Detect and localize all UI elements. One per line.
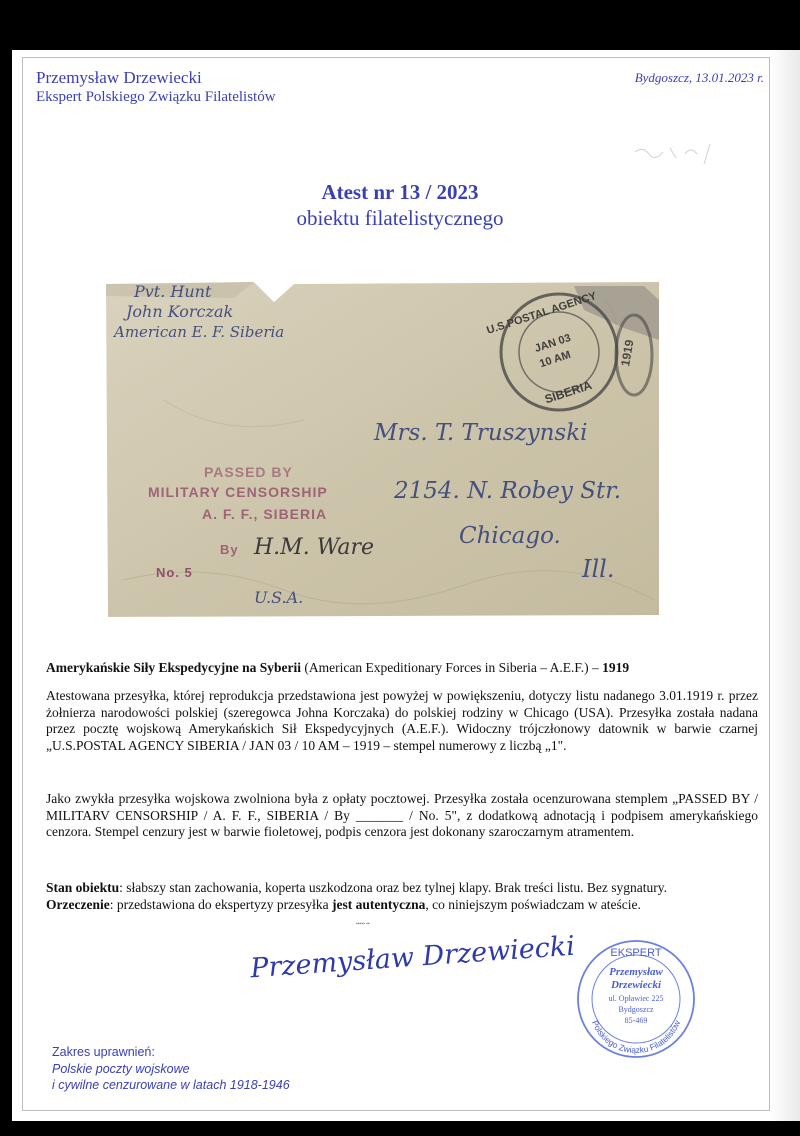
tiny-print-mark: ▪▪▪▪▪ ▪▪	[356, 922, 370, 927]
certificate-subtitle: obiektu filatelistycznego	[296, 206, 504, 230]
seal-top: EKSPERT	[610, 947, 662, 959]
object-condition: Stan obiektu: słabszy stan zachowania, koperta uszkodzona oraz bez tylnej klapy. Brak treści listu. Bez sygnatury.	[46, 880, 667, 895]
address-line-1: Mrs. T. Truszynski	[374, 420, 588, 446]
sender-line-3: American E. F. Siberia	[114, 323, 285, 341]
svg-text:Przemysław: Przemysław	[609, 966, 663, 978]
postmark-year: 1919	[618, 338, 637, 368]
envelope-bottom-note: U.S.A.	[254, 588, 304, 607]
description-paragraph-1: Atestowana przesyłka, której reprodukcja przedstawiona jest powyżej w powiększeniu, dotyczy listu nadanego 3.01.1919 r. przez żołnierza narodowości polskiej (szeregowca Johna Korczaka) do polskiej rodziny w Chicago (USA). Przesyłka została nadana przez pocztę wojskową Amerykańskich Sił Ekspedycyjnych (A.E.F.). Widoczny trójczłonowy datownik w barwie czarnej „U.S.POSTAL AGENCY SIBERIA / JAN 03 / 10 AM – 1919 – stempel numerowy z liczbą „1".	[46, 688, 758, 753]
description-paragraph-2: Jako zwykła przesyłka wojskowa zwolniona była z opłaty pocztowej. Przesyłka została ocenzurowana stemplem „PASSED BY / MILITARV CENSORSHIP / A. F. F., SIBERIA / By _______ / No. 5", z dodatkową adnotacją i podpisem amerykańskiego cenzora. Stempel cenzury jest w barwie fioletowej, podpis cenzora jest dokonany szaroczarnym atramentem.	[46, 791, 758, 839]
verdict: Orzeczenie: przedstawiona do ekspertyzy przesyłka jest autentyczna, co niniejszym poświadczam w ateście.	[46, 897, 641, 912]
authorization-scope: Zakres uprawnień: Polskie poczty wojskowe i cywilne cenzurowane w latach 1918-1946	[52, 1045, 290, 1092]
expert-signature: Przemysław Drzewiecki	[249, 930, 576, 985]
sender-line-1: Pvt. Hunt	[134, 282, 212, 301]
svg-text:ul. Opławiec 225: ul. Opławiec 225	[608, 994, 664, 1003]
svg-text:85-469: 85-469	[624, 1016, 648, 1025]
postmark: U.S.POSTAL AGENCY JAN 03 10 AM SIBERIA	[485, 290, 599, 407]
censor-number: No. 5	[156, 565, 193, 580]
section-heading: Amerykańskie Siły Ekspedycyjne na Syberii (American Expeditionary Forces in Siberia – A.E.F.) – 1919	[46, 660, 630, 675]
faint-pencil-mark	[630, 140, 730, 170]
svg-text:Polskiego Związku Filatelistów: Polskiego Związku Filatelistów	[589, 1018, 683, 1056]
address-line-4: Ill.	[582, 555, 615, 583]
svg-text:Bydgoszcz: Bydgoszcz	[618, 1005, 654, 1014]
address-line-2: 2154. N. Robey Str.	[394, 478, 622, 504]
envelope-image: Pvt. Hunt John Korczak American E. F. Siberia U.S.POSTAL AGENCY JAN 03 10 AM SIBERIA 1919 Mrs. T. Truszynski 2154. N. Robey Str. Chicago. Ill. PASSED BY MILITARY CENSORSHIP A. F. F., SIBERIA By No. 5 H.M. Ware U.S.A.	[104, 280, 661, 617]
censor-signature: H.M. Ware	[254, 535, 375, 560]
place-date: Bydgoszcz, 13.01.2023 r.	[634, 70, 764, 85]
address-line-3: Chicago.	[459, 523, 561, 549]
sender-line-2: John Korczak	[126, 302, 234, 321]
certificate-title: Atest nr 13 / 2023	[321, 180, 479, 204]
expert-name: Przemysław Drzewiecki	[36, 68, 202, 87]
expert-organization: Ekspert Polskiego Związku Filatelistów	[36, 89, 276, 105]
svg-text:Drzewiecki: Drzewiecki	[610, 979, 662, 991]
expert-seal	[575, 938, 697, 1060]
